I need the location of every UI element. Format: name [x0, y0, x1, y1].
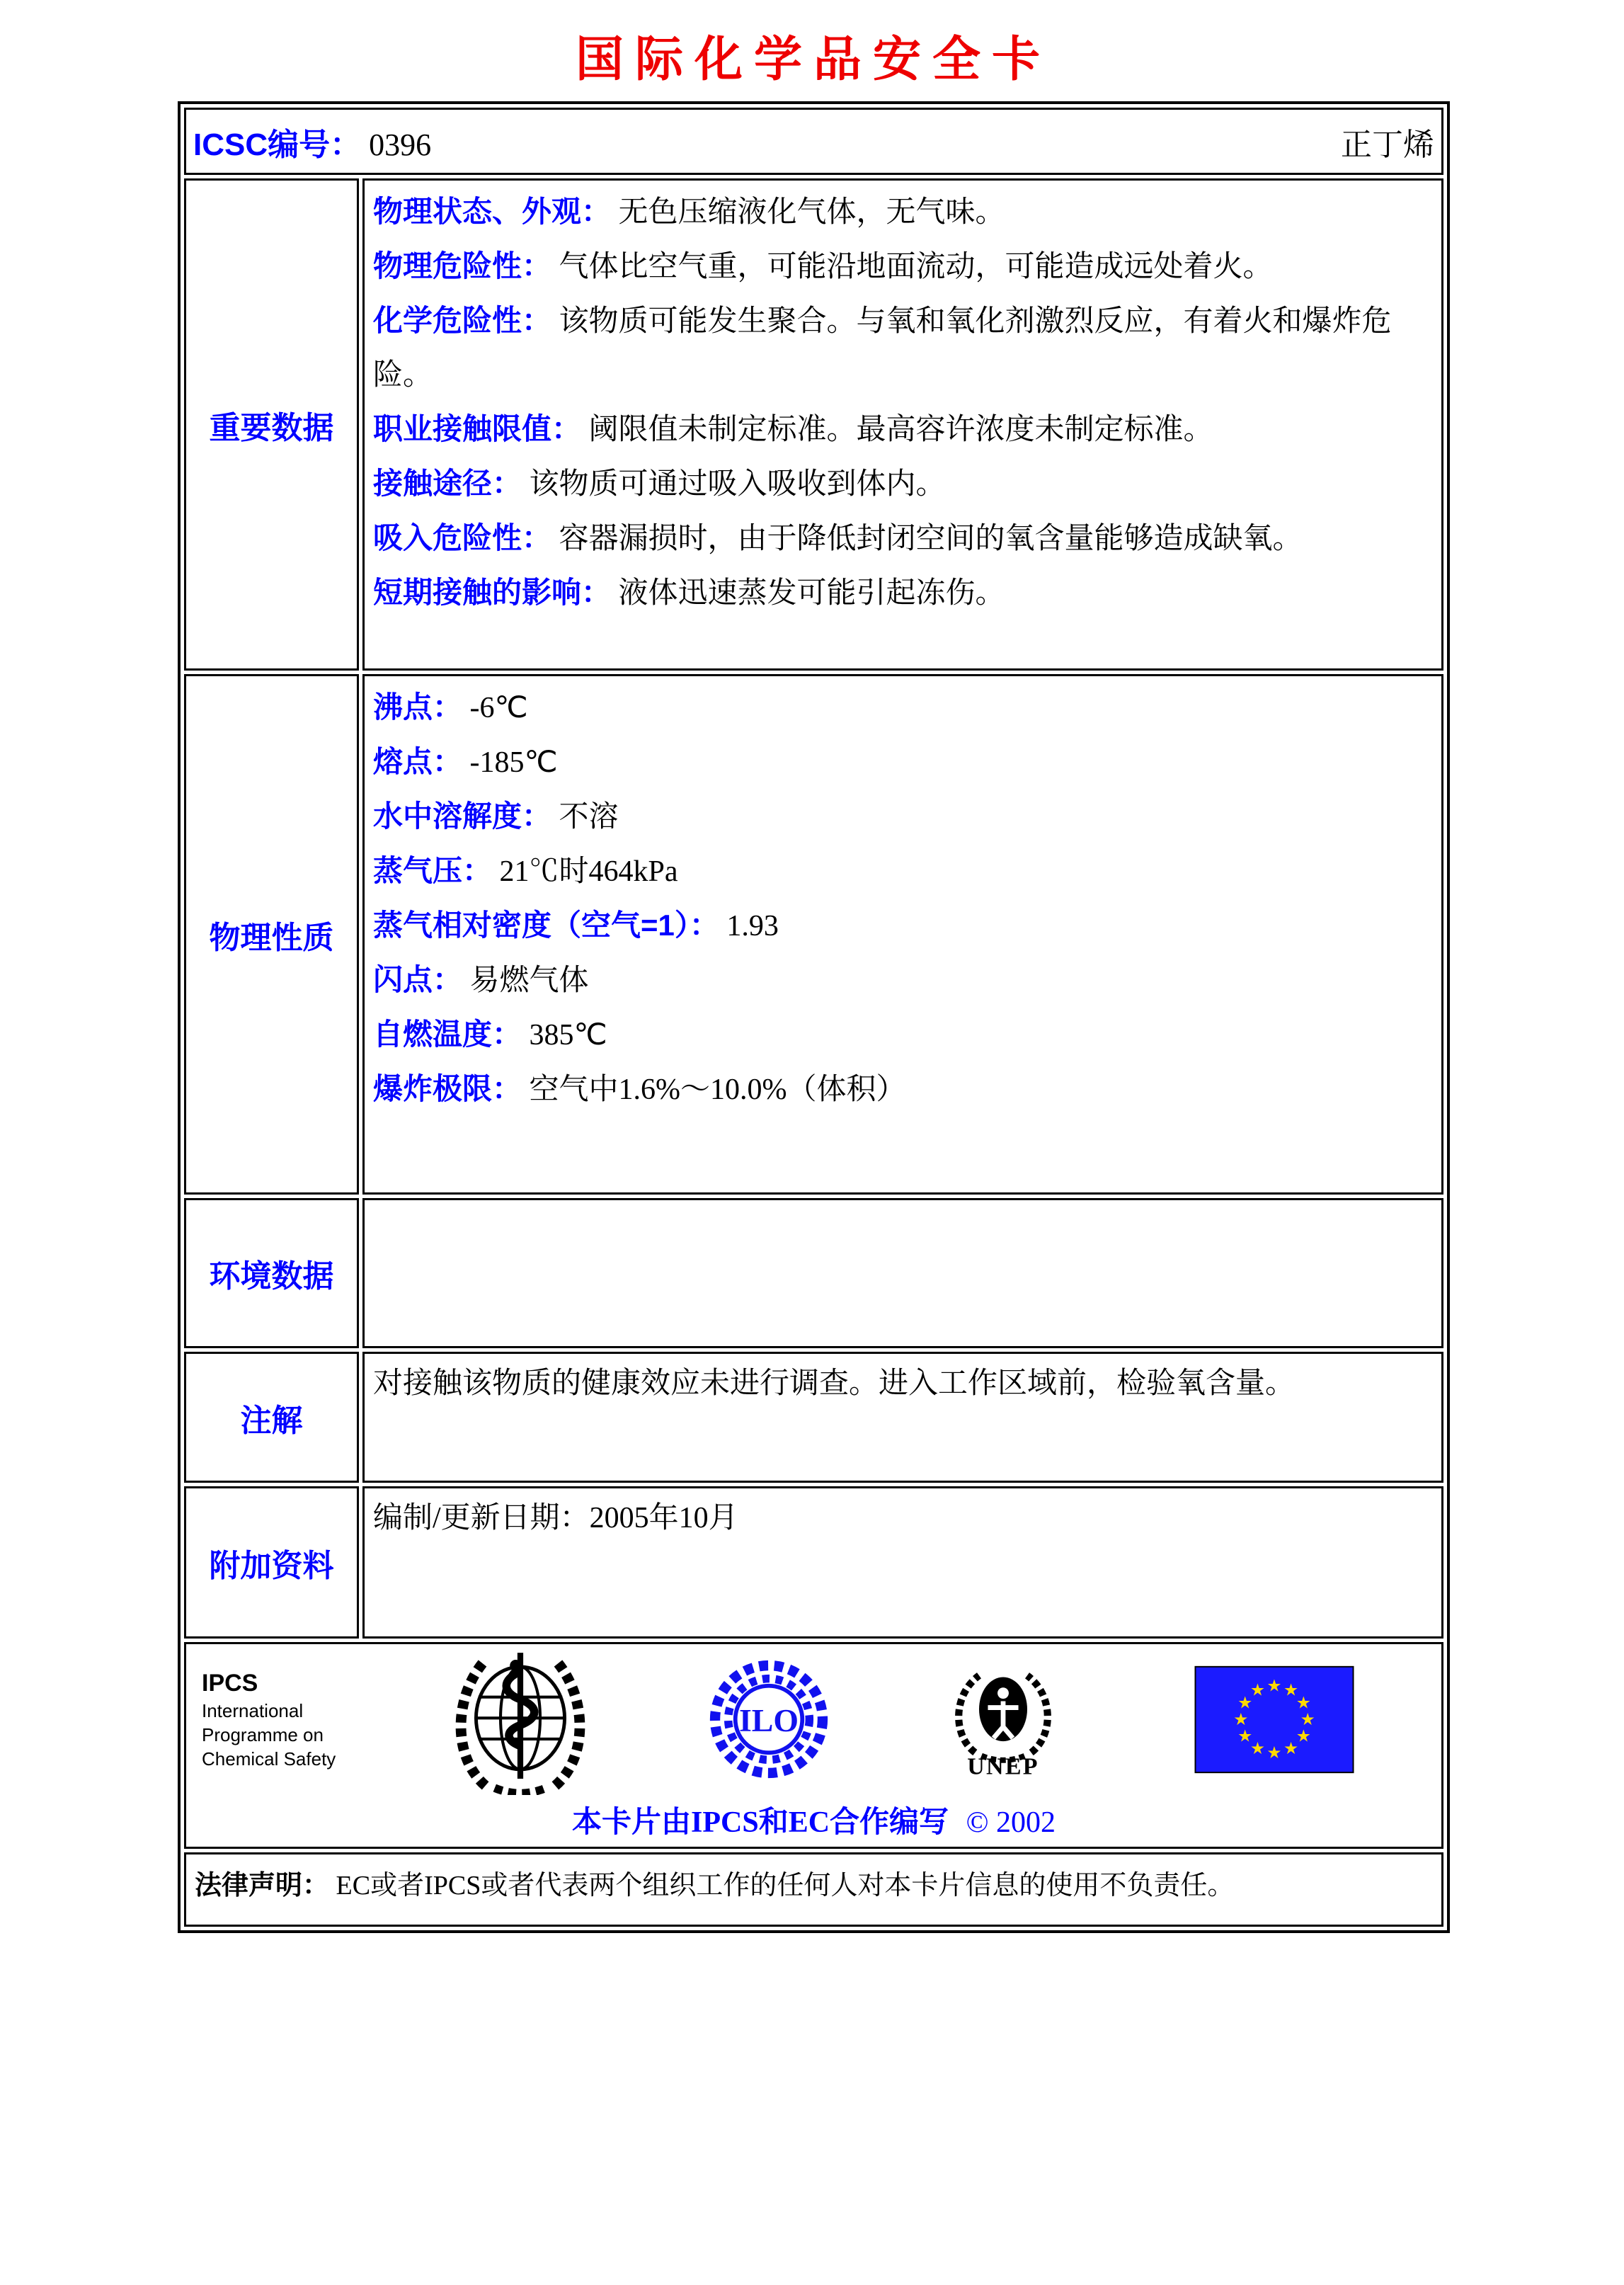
- svg-text:★: ★: [1283, 1738, 1299, 1758]
- section-label-cell-notes: [184, 1352, 359, 1483]
- icsc-number-group: [193, 119, 431, 164]
- field-value: 该物质可通过吸入吸收到体内。: [529, 468, 946, 501]
- legal-text: EC或者IPCS或者代表两个组织工作的任何人对本卡片信息的使用不负责任。: [336, 1871, 1235, 1901]
- field-label: 水中溶解度：: [373, 799, 552, 833]
- svg-text:★: ★: [1266, 1742, 1282, 1762]
- ipcs-line: International: [202, 1700, 304, 1721]
- field-label: 物理危险性：: [373, 249, 552, 283]
- who-logo-icon: [450, 1643, 591, 1795]
- field-line: [373, 899, 1433, 953]
- icsc-header-cell: [184, 108, 1443, 175]
- section-label-cell-additional-info: [184, 1486, 359, 1639]
- field-line: [373, 402, 1433, 457]
- field-label: 吸入危险性：: [373, 521, 552, 554]
- field-value: 无色压缩液化气体，无气味。: [618, 196, 1005, 229]
- page-title: 国际化学品安全卡: [575, 33, 1051, 86]
- field-value: 该物质可能发生聚合。与氧和氧化剂激烈反应，有着火和爆炸危险。: [373, 305, 1392, 392]
- section-content-notes: [362, 1352, 1443, 1483]
- icsc-header-row: [193, 110, 1434, 173]
- section-content-important-data: [362, 178, 1443, 671]
- field-line: [373, 844, 1433, 899]
- ipcs-text-block: [202, 1668, 379, 1771]
- chemical-name: 正丁烯: [1341, 127, 1434, 162]
- field-line: [373, 735, 1433, 790]
- icsc-number-value: 0396: [369, 127, 432, 162]
- field-line: [373, 790, 1433, 844]
- section-label-cell-physical-properties: [184, 674, 359, 1195]
- field-label: 沸点：: [373, 690, 463, 724]
- legal-line: [195, 1859, 1433, 1903]
- section-label-physical-properties: 物理性质: [209, 920, 334, 955]
- field-label: 化学危险性：: [373, 304, 552, 337]
- field-value: 容器漏损时，由于降低封闭空间的氧含量能够造成缺氧。: [559, 523, 1303, 555]
- svg-text:★: ★: [1237, 1692, 1253, 1712]
- field-line: [373, 566, 1433, 620]
- legal-cell: [184, 1852, 1443, 1927]
- field-value: 液体迅速蒸发可能引起冻伤。: [618, 577, 1005, 610]
- field-label: 爆炸极限：: [373, 1072, 522, 1105]
- section-label-important-data: 重要数据: [209, 410, 334, 445]
- field-value: 阈限值未制定标准。最高容许浓度未制定标准。: [588, 414, 1213, 446]
- logos-strip: [193, 1650, 1434, 1789]
- field-line: [373, 239, 1433, 294]
- field-line: [373, 511, 1433, 566]
- field-value: 易燃气体: [469, 964, 589, 997]
- field-value: 空气中1.6%～10.0%（体积）: [529, 1073, 906, 1106]
- unep-logo-icon: [943, 1650, 1063, 1789]
- field-label: 熔点：: [373, 745, 463, 778]
- notes-text: 对接触该物质的健康效应未进行调查。进入工作区域前，检验氧含量。: [373, 1367, 1296, 1400]
- field-line: [373, 1062, 1433, 1117]
- svg-text:★: ★: [1250, 1680, 1265, 1700]
- copyright-text: 本卡片由IPCS和EC合作编写: [572, 1806, 949, 1839]
- section-label-additional-info: 附加资料: [209, 1548, 334, 1583]
- field-value: 1.93: [726, 910, 779, 942]
- ipcs-line: Chemical Safety: [202, 1748, 336, 1770]
- field-label: 闪点：: [373, 963, 463, 996]
- ipcs-acronym: IPCS: [202, 1670, 258, 1697]
- section-label-cell-important-data: [184, 178, 359, 671]
- ipcs-line: Programme on: [202, 1724, 324, 1745]
- section-content-physical-properties: [362, 674, 1443, 1195]
- field-value: 385℃: [529, 1019, 607, 1052]
- field-label: 接触途径：: [373, 467, 522, 500]
- copyright-year: © 2002: [966, 1806, 1056, 1839]
- field-value: -6℃: [469, 692, 528, 724]
- field-line: [373, 680, 1433, 735]
- svg-text:★: ★: [1233, 1709, 1249, 1729]
- field-line: [373, 185, 1433, 239]
- field-value: 不溶: [559, 801, 619, 833]
- svg-text:★: ★: [1300, 1709, 1315, 1729]
- field-line: [373, 457, 1433, 511]
- field-line: [373, 294, 1433, 402]
- field-label: 短期接触的影响：: [373, 576, 612, 609]
- logos-cell: [184, 1642, 1443, 1849]
- legal-label: 法律声明：: [195, 1871, 330, 1901]
- svg-text:★: ★: [1283, 1680, 1299, 1700]
- section-content-environmental-data: [362, 1198, 1443, 1348]
- svg-text:★: ★: [1296, 1725, 1311, 1745]
- ilo-logo-icon: [708, 1658, 830, 1780]
- field-line: [373, 1008, 1433, 1062]
- svg-text:★: ★: [1250, 1738, 1265, 1758]
- field-label: 蒸气相对密度（空气=1）：: [373, 908, 719, 942]
- unep-logo-text: UNEP: [967, 1753, 1039, 1780]
- section-label-environmental-data: 环境数据: [209, 1259, 334, 1294]
- field-value: 21℃时464kPa: [499, 855, 678, 888]
- additional-info-text: 编制/更新日期：2005年10月: [373, 1502, 738, 1534]
- eu-flag-icon: [1194, 1665, 1354, 1774]
- icsc-number-label: ICSC编号：: [193, 127, 362, 162]
- field-label: 职业接触限值：: [373, 412, 582, 445]
- svg-text:★: ★: [1296, 1692, 1311, 1712]
- ilo-logo-text: ILO: [738, 1702, 799, 1739]
- copyright-line: [193, 1799, 1434, 1841]
- field-value: -185℃: [469, 746, 558, 779]
- safety-card-table: [178, 101, 1450, 1933]
- svg-text:★: ★: [1266, 1675, 1282, 1696]
- field-value: 气体比空气重，可能沿地面流动，可能造成远处着火。: [559, 251, 1273, 283]
- svg-text:★: ★: [1237, 1725, 1253, 1745]
- section-label-notes: 注解: [240, 1403, 303, 1438]
- field-label: 物理状态、外观：: [373, 195, 612, 228]
- field-label: 蒸气压：: [373, 854, 493, 887]
- field-line: [373, 953, 1433, 1008]
- section-label-cell-environmental-data: [184, 1198, 359, 1348]
- section-content-additional-info: [362, 1486, 1443, 1639]
- field-label: 自燃温度：: [373, 1018, 522, 1051]
